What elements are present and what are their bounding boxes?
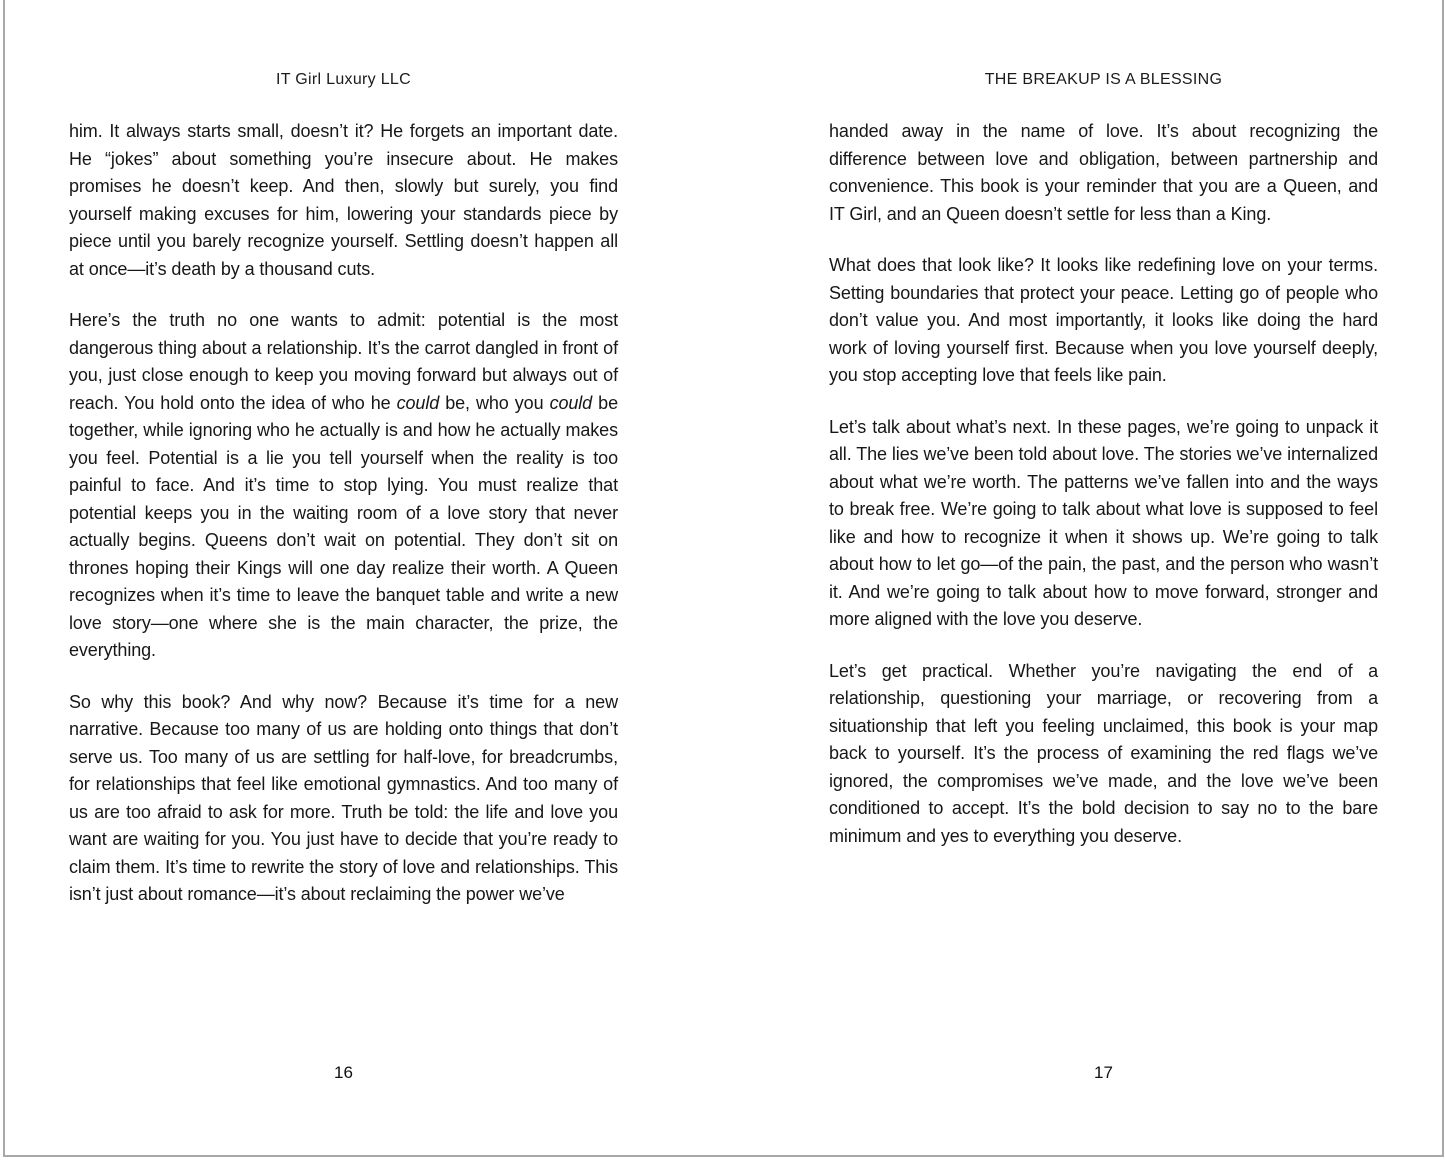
text-run: Let’s talk about what’s next. In these pages, we’re going to unpack it all. The lies we’ve been told about love. The stories we’ve internalized about what we’re worth. The patterns we’ve fallen into and the ways to break free. We’re going to talk about what love is supposed to feel like and how to recognize it when it shows up. We’re going to talk about how to let go—of the pain, the past, and the person who wasn’t it. And we’re going to talk about how to move forward, stronger and more aligned with the love you deserve. (829, 416, 1378, 629)
pages-container (5, 0, 1442, 1155)
text-run: be together, while ignoring who he actually is and how he actually makes you feel. Potential is a lie you tell yourself when the reality is too painful to face. And it’s time to stop lying. You must realize that potential keeps you in the waiting room of a love story that never actually begins. Queens don’t wait on potential. They don’t sit on thrones hoping their Kings will one day realize their worth. A Queen recognizes when it’s time to leave the banquet table and write a new love story—one where she is the main character, the prize, the everything. (69, 392, 618, 660)
paragraph (829, 414, 1378, 634)
text-run: Let’s get practical. Whether you’re navigating the end of a relationship, questioning your marriage, or recovering from a situationship that left you feeling unclaimed, this book is your map back to yourself. It’s the process of examining the red flags we’ve ignored, the compromises we’ve made, and the love we’ve been conditioned to accept. It’s the bold decision to say no to the bare minimum and yes to everything you deserve. (829, 660, 1378, 846)
right-running-header: THE BREAKUP IS A BLESSING (984, 71, 1223, 88)
paragraph (69, 118, 618, 283)
paragraph (829, 118, 1378, 228)
text-run: So why this book? And why now? Because it’s time for a new narrative. Because too many of us are holding onto things that don’t serve us. Too many of us are settling for half-love, for breadcrumbs, for relationships that feel like emotional gymnastics. And too many of us are too afraid to ask for more. Truth be told: the life and love you want are waiting for you. You just have to decide that you’re ready to claim them. It’s time to rewrite the story of love and relationships. This isn’t just about romance—it’s about reclaiming the power we’ve (69, 691, 618, 904)
italic-text: could (549, 392, 593, 413)
text-run: Here’s the truth no one wants to admit: potential is the most dangerous thing about a relationship. It’s the carrot dangled in front of you, just close enough to keep you moving forward but always out of reach. You hold onto the idea of who he (69, 310, 618, 413)
right-page-body (829, 118, 1378, 850)
page-left (69, 0, 618, 1155)
text-run: him. It always starts small, doesn’t it? He forgets an important date. He “jokes” about something you’re insecure about. He makes promises he doesn’t keep. And then, slowly but surely, you find yourself making excuses for him, lowering your standards piece by piece until you barely recognize yourself. Settling doesn’t happen all at once—it’s death by a thousand cuts. (69, 121, 618, 279)
left-running-header: IT Girl Luxury LLC (276, 71, 411, 88)
text-run: handed away in the name of love. It’s about recognizing the difference between love and obligation, between partnership and convenience. This book is your reminder that you are a Queen, and IT Girl, and an Queen doesn’t settle for less than a King. (829, 121, 1378, 224)
text-run: be, who you (439, 392, 550, 413)
italic-text: could (396, 392, 440, 413)
left-page-number: 16 (334, 1063, 353, 1082)
page-right (829, 0, 1378, 1155)
paragraph (829, 252, 1378, 390)
paragraph (69, 689, 618, 909)
paragraph (829, 658, 1378, 851)
text-run: What does that look like? It looks like redefining love on your terms. Setting boundaries that protect your peace. Letting go of people who don’t value you. And most importantly, it looks like doing the hard work of loving yourself first. Because when you love yourself deeply, you stop accepting love that feels like pain. (829, 255, 1378, 385)
paragraph (69, 307, 618, 665)
left-page-body (69, 118, 618, 909)
right-page-number: 17 (1094, 1063, 1113, 1082)
book-spread (3, 0, 1444, 1157)
